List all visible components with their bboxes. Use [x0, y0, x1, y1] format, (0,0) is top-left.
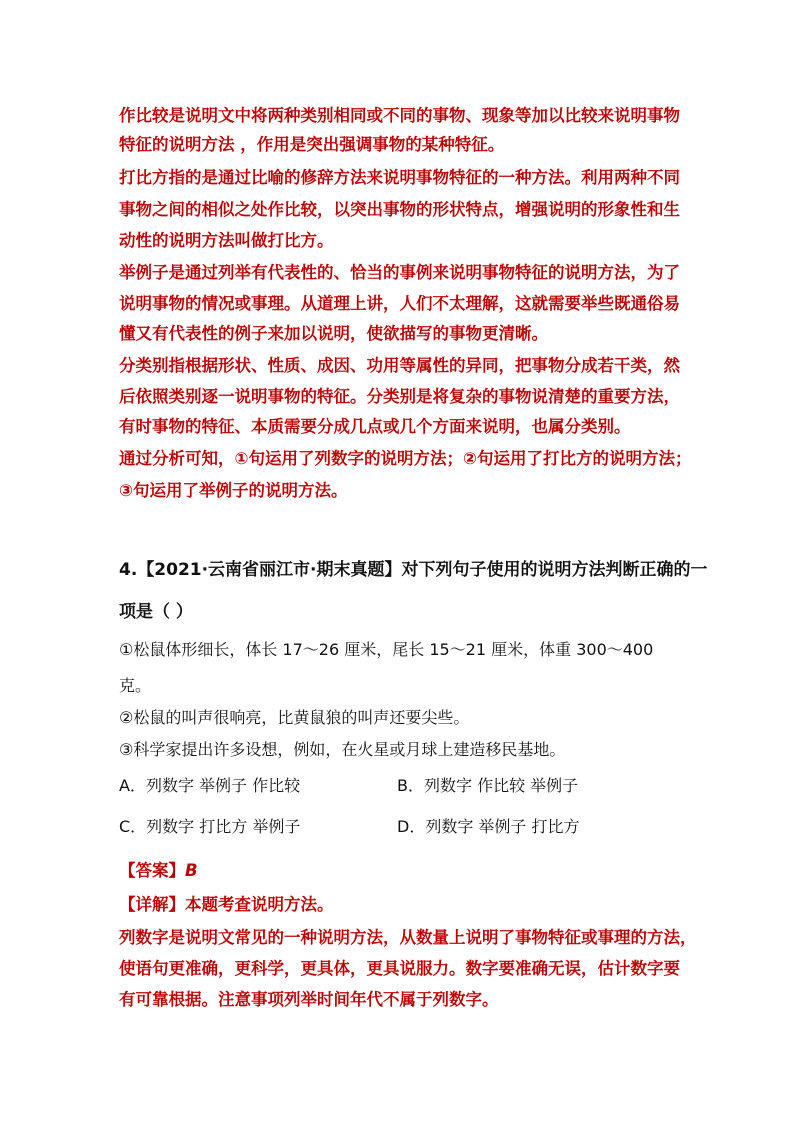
question-sentence: ③科学家提出许多设想，例如，在火星或月球上建造移民基地。	[119, 740, 566, 759]
option-c: C．列数字 打比方 举例子	[119, 817, 301, 836]
explanation-line: 动性的说明方法叫做打比方。	[119, 231, 334, 250]
explanation-line: 作比较是说明文中将两种类别相同或不同的事物、现象等加以比较来说明事物	[119, 106, 680, 125]
explanation-line: 通过分析可知，①句运用了列数字的说明方法；②句运用了打比方的说明方法；	[119, 449, 692, 468]
explanation-line: 举例子是通过列举有代表性的、恰当的事例来说明事物特征的说明方法，为了	[119, 263, 680, 282]
explanation-line: 后依照类别逐一说明事物的特征。分类别是将复杂的事物说清楚的重要方法，	[119, 387, 680, 406]
explanation-line: 有时事物的特征、本质需要分成几点或几个方面来说明，也属分类别。	[119, 417, 631, 436]
option-b: B．列数字 作比较 举例子	[397, 776, 579, 795]
question-sentence: ②松鼠的叫声很响亮，比黄鼠狼的叫声还要尖些。	[119, 708, 470, 727]
detail-label: 【详解】	[119, 895, 185, 914]
detail-text-line: 使语句更准确，更科学，更具体，更具说服力。数字要准确无误，估计数字要	[119, 959, 680, 978]
answer-value: B	[185, 861, 198, 880]
explanation-line: 懂又有代表性的例子来加以说明，使欲描写的事物更清晰。	[119, 324, 548, 343]
detail-text-line: 列数字是说明文常见的一种说明方法，从数量上说明了事物特征或事理的方法，	[119, 928, 697, 947]
detail-line	[119, 891, 334, 915]
explanation-line: 特征的说明方法 ，作用是突出强调事物的某种特征。	[119, 135, 505, 154]
option-a: A．列数字 举例子 作比较	[119, 776, 301, 795]
option-d: D．列数字 举例子 打比方	[397, 817, 580, 836]
explanation-line: 说明事物的情况或事理。从道理上讲，人们不太理解，这就需要举些既通俗易	[119, 294, 680, 313]
explanation-line: ③句运用了举例子的说明方法。	[119, 481, 348, 500]
question-title: 4.【2021·云南省丽江市·期末真题】对下列句子使用的说明方法判断正确的一	[119, 560, 708, 580]
explanation-line: 打比方指的是通过比喻的修辞方法来说明事物特征的一种方法。利用两种不同	[119, 168, 680, 187]
question-sentence: ①松鼠体形细长，体长 17～26 厘米，尾长 15～21 厘米，体重 300～400	[119, 640, 654, 659]
question-title-cont: 项是（ ）	[119, 602, 193, 622]
question-sentence: 克。	[119, 676, 152, 695]
detail-intro: 本题考查说明方法。	[185, 895, 334, 914]
answer-line	[119, 857, 198, 881]
explanation-line: 分类别指根据形状、性质、成因、功用等属性的异同，把事物分成若干类，然	[119, 356, 680, 375]
explanation-line: 事物之间的相似之处作比较，以突出事物的形状特点，增强说明的形象性和生	[119, 200, 680, 219]
detail-text-line: 有可靠根据。注意事项列举时间年代不属于列数字。	[119, 990, 499, 1009]
answer-label: 【答案】	[119, 861, 185, 880]
